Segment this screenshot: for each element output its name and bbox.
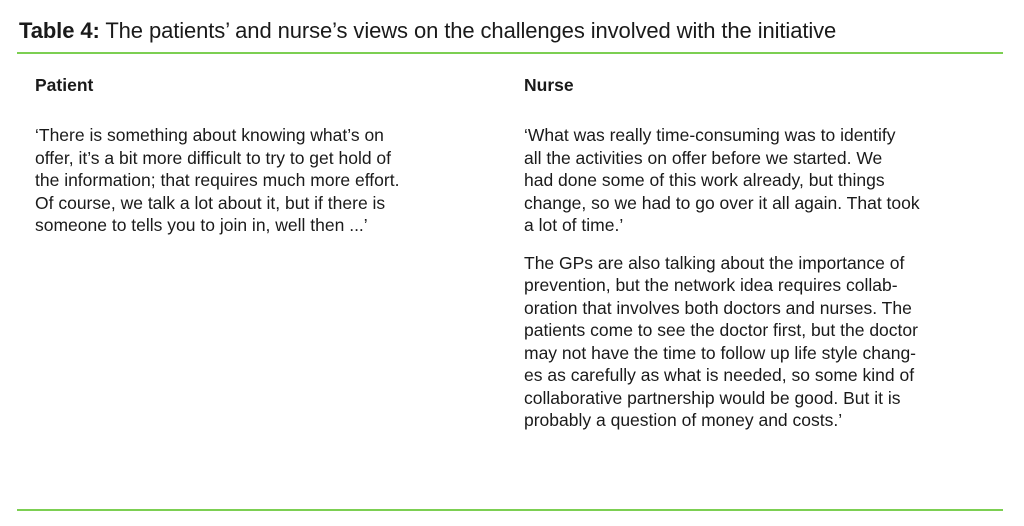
- text-line: Of course, we talk a lot about it, but if there is: [35, 192, 386, 213]
- caption-text: The patients’ and nurse’s views on the challenges involved with the initiative: [99, 18, 837, 43]
- nurse-quote-1: [524, 124, 994, 237]
- text-line: patients come to see the doctor first, but the doctor: [524, 320, 918, 340]
- text-line: collaborative partnership would be good. But it is: [524, 387, 901, 408]
- text-line: prevention, but the network idea requires collab-: [524, 275, 898, 295]
- text-line: change, so we had to go over it all again. That took: [524, 192, 920, 213]
- text-line: ‘What was really time-consuming was to identify: [524, 125, 896, 145]
- patient-quote: [35, 124, 495, 237]
- text-line: oration that involves both doctors and nurses. The: [524, 297, 912, 318]
- text-line: all the activities on offer before we started. We: [524, 147, 883, 168]
- column-header-patient: Patient: [35, 75, 94, 95]
- text-line: a lot of time.’: [524, 215, 624, 235]
- bottom-rule: [17, 509, 1003, 511]
- patient-column: [35, 74, 495, 252]
- text-line: may not have the time to follow up life style chang-: [524, 342, 917, 363]
- caption-label: Table 4:: [19, 18, 100, 43]
- top-rule: [17, 52, 1003, 54]
- text-line: had done some of this work already, but things: [524, 170, 885, 190]
- table-caption: [19, 17, 836, 45]
- text-line: es as carefully as what is needed, so some kind of: [524, 365, 915, 385]
- nurse-column: [524, 74, 994, 447]
- column-header-nurse: Nurse: [524, 75, 574, 95]
- text-line: The GPs are also talking about the importance of: [524, 252, 905, 273]
- text-line: probably a question of money and costs.’: [524, 410, 843, 430]
- text-line: offer, it’s a bit more difficult to try to get hold of: [35, 147, 392, 168]
- text-line: ‘There is something about knowing what’s on: [35, 125, 384, 145]
- text-line: the information; that requires much more effort.: [35, 170, 400, 190]
- text-line: someone to tells you to join in, well then ...’: [35, 215, 368, 235]
- nurse-quote-2: [524, 252, 994, 432]
